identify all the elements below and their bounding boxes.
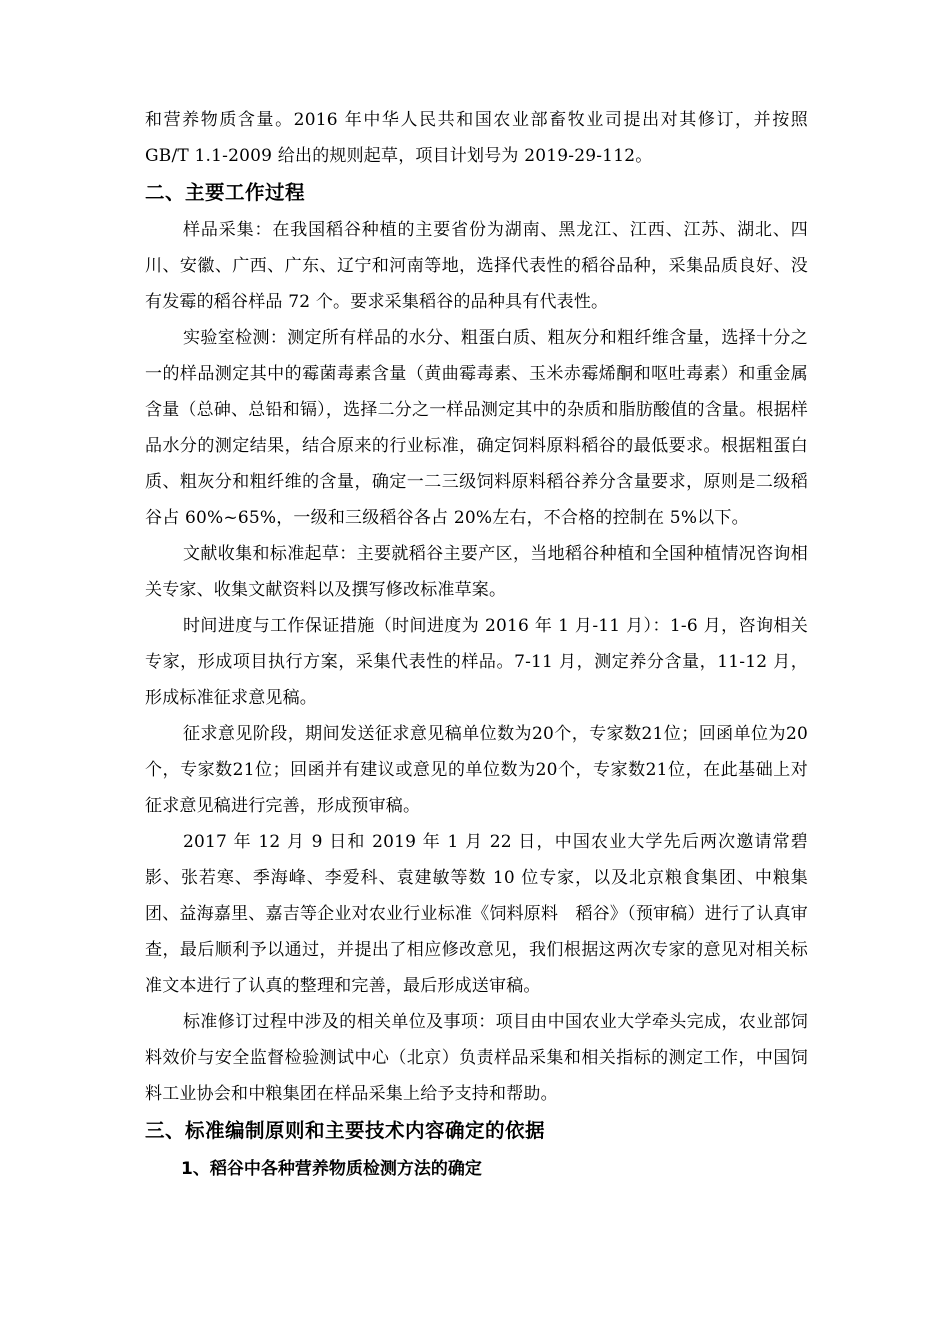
- document-body: [145, 102, 808, 1188]
- section-heading-work-process: 二、主要工作过程: [145, 181, 306, 204]
- paragraph-consultation: 征求意见阶段，期间发送征求意见稿单位数为20个，专家数21位；回函单位为20个，专家数21位；回函并有建议或意见的单位数为20个，专家数21位，在此基础上对征求意见稿进行完善，形成预审稿。: [145, 724, 808, 816]
- paragraph-intro-continuation: 和营养物质含量。2016 年中华人民共和国农业部畜牧业司提出对其修订，并按照 GB/T 1.1-2009 给出的规则起草，项目计划号为 2019-29-112。: [145, 110, 808, 166]
- paragraph-sample-collection: 样品采集：在我国稻谷种植的主要省份为湖南、黑龙江、江西、江苏、湖北、四川、安徽、广西、广东、辽宁和河南等地，选择代表性的稻谷品种，采集品质良好、没有发霉的稻谷样品 72 个。要求采集稻谷的品种具有代表性。: [145, 220, 808, 312]
- paragraph-participants: 标准修订过程中涉及的相关单位及事项：项目由中国农业大学牵头完成，农业部饲料效价与安全监督检验测试中心（北京）负责样品采集和相关指标的测定工作，中国饲料工业协会和中粮集团在样品采集上给予支持和帮助。: [145, 1012, 808, 1104]
- paragraph-lab-testing: 实验室检测：测定所有样品的水分、粗蛋白质、粗灰分和粗纤维含量，选择十分之一的样品测定其中的霉菌毒素含量（黄曲霉毒素、玉米赤霉烯酮和呕吐毒素）和重金属含量（总砷、总铅和镉），选择二分之一样品测定其中的杂质和脂肪酸值的含量。根据样品水分的测定结果，结合原来的行业标准，确定饲料原料稻谷的最低要求。根据粗蛋白质、粗灰分和粗纤维的含量，确定一二三级饲料原料稻谷养分含量要求，原则是二级稻谷占 60%~65%，一级和三级稻谷各占 20%左右，不合格的控制在 5%以下。: [145, 328, 808, 528]
- section-heading-principles: 三、标准编制原则和主要技术内容确定的依据: [145, 1119, 546, 1142]
- paragraph-schedule: 时间进度与工作保证措施（时间进度为 2016 年 1 月-11 月）：1-6 月，咨询相关专家，形成项目执行方案，采集代表性的样品。7-11 月，测定养分含量，11-12 月，形成标准征求意见稿。: [145, 616, 808, 708]
- paragraph-review: 2017 年 12 月 9 日和 2019 年 1 月 22 日，中国农业大学先后两次邀请常碧影、张若寒、季海峰、李爱科、袁建敏等数 10 位专家，以及北京粮食集团、中粮集团、益海嘉里、嘉吉等企业对农业行业标准《饲料原料 稻谷》（预审稿）进行了认真审查，最后顺利予以通过，并提出了相应修改意见，我们根据这两次专家的意见对相关标准文本进行了认真的整理和完善，最后形成送审稿。: [145, 832, 808, 996]
- subsection-heading-test-methods: 1、稻谷中各种营养物质检测方法的确定: [181, 1159, 482, 1179]
- paragraph-literature-drafting: 文献收集和标准起草：主要就稻谷主要产区，当地稻谷种植和全国种植情况咨询相关专家、收集文献资料以及撰写修改标准草案。: [145, 544, 808, 600]
